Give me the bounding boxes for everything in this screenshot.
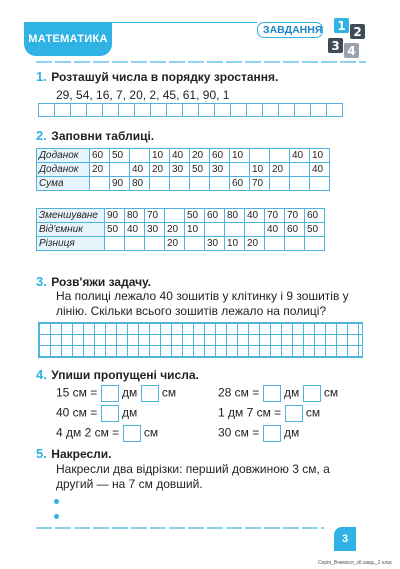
table-cell: 60 [305,209,325,223]
table-cell: 40 [290,149,310,163]
table-cell: 20 [190,149,210,163]
table-cell[interactable] [270,177,290,191]
table-cell: 70 [265,209,285,223]
table-cell: 50 [110,149,130,163]
task5-text: Накресли два відрізки: перший довжиною 3 см, а другий — на 7 см довший. [56,462,330,491]
table-cell[interactable] [170,177,190,191]
table-cell[interactable] [230,163,250,177]
table-cell: 60 [285,223,305,237]
task4-number: 4. [36,367,47,382]
footnote: Серія_Вчимося_зб.завд._2 клас [318,560,393,566]
task1-number: 1. [36,69,47,84]
table-cell: 30 [170,163,190,177]
task1-answer-grid[interactable] [38,103,343,117]
table-row [37,149,330,163]
table-cell[interactable] [165,209,185,223]
table-cell: 90 [105,209,125,223]
conversion-prefix: 28 см = [218,385,260,400]
answer-box[interactable] [123,425,141,442]
header-stripe [36,61,366,63]
answer-box[interactable] [263,425,281,442]
table-cell: 10 [310,149,330,163]
table-cell: 60 [205,209,225,223]
table-cell[interactable] [225,223,245,237]
conversion-row [218,385,338,402]
task2-title: Заповни таблиці. [51,129,155,143]
unit-label: дм [121,405,138,420]
table-cell: 70 [285,209,305,223]
conversion-prefix: 1 дм 7 см = [218,405,282,420]
table-cell: 70 [250,177,270,191]
unit-label: см [143,425,159,440]
table-cell: 40 [310,163,330,177]
page-number: 3 [334,527,356,551]
unit-label: см [161,385,177,400]
table-cell[interactable] [290,177,310,191]
table-cell[interactable] [125,237,145,251]
table-cell[interactable] [245,223,265,237]
answer-box[interactable] [101,385,119,402]
table-cell: 20 [165,223,185,237]
unit-label: дм [283,425,300,440]
task3-answer-grid[interactable] [38,322,363,358]
table-cell: 20 [245,237,265,251]
task2-number: 2. [36,128,47,143]
table-cell: 80 [130,177,150,191]
table-cell[interactable] [270,149,290,163]
row-label: Зменшуване [37,209,105,223]
task1-numbers: 29, 54, 16, 7, 20, 2, 45, 61, 90, 1 [56,88,230,102]
answer-box[interactable] [303,385,321,402]
unit-label: дм [283,385,300,400]
table-cell: 80 [225,209,245,223]
table-cell: 20 [90,163,110,177]
footer-stripe [36,527,324,529]
task5-title: Накресли. [51,447,112,461]
table-cell: 60 [90,149,110,163]
task3-title: Розв'яжи задачу. [51,275,151,289]
task5-heading [36,445,112,463]
conversion-row [56,385,176,402]
table-cell: 50 [185,209,205,223]
tasks-label: ЗАВДАННЯ [257,22,323,38]
conversion-prefix: 15 см = [56,385,98,400]
table-cell: 10 [185,223,205,237]
answer-box[interactable] [285,405,303,422]
table-cell[interactable] [310,177,330,191]
table-cell: 90 [110,177,130,191]
table-cell[interactable] [210,177,230,191]
table-row [37,223,325,237]
table-cell[interactable] [265,237,285,251]
table-cell: 60 [230,177,250,191]
answer-box[interactable] [141,385,159,402]
row-label: Від'ємник [37,223,105,237]
cube-icon-2: 2 [350,24,365,39]
row-label: Доданок [37,163,90,177]
row-label: Різниця [37,237,105,251]
conversion-prefix: 40 см = [56,405,98,420]
conversion-row [218,405,320,422]
conversion-row [56,425,158,442]
table-cell[interactable] [205,223,225,237]
table-cell[interactable] [90,177,110,191]
row-label: Сума [37,177,90,191]
table-cell[interactable] [110,163,130,177]
table-cell: 10 [230,149,250,163]
table-cell[interactable] [150,177,170,191]
table-cell: 40 [170,149,190,163]
table-cell[interactable] [190,177,210,191]
table-cell[interactable] [305,237,325,251]
table-cell: 80 [125,209,145,223]
table-cell[interactable] [105,237,125,251]
point-marker [54,514,59,519]
table-cell: 70 [145,209,165,223]
table-cell: 30 [205,237,225,251]
task2-heading [36,127,154,145]
task4-heading [36,366,199,384]
cube-icon-3: 3 [328,38,343,53]
table-cell: 50 [190,163,210,177]
cube-icon-4: 4 [344,43,359,58]
table-cell: 60 [210,149,230,163]
table-cell[interactable] [250,149,270,163]
table-cell: 50 [105,223,125,237]
answer-box[interactable] [263,385,281,402]
addition-table [36,148,330,191]
table-cell: 10 [150,149,170,163]
table-cell: 20 [270,163,290,177]
conversion-row [218,425,299,442]
unit-label: дм [121,385,138,400]
table-row [37,177,330,191]
unit-label: см [305,405,321,420]
task5-number: 5. [36,446,47,461]
table-cell: 40 [125,223,145,237]
row-label: Доданок [37,149,90,163]
conversion-prefix: 30 см = [218,425,260,440]
table-cell: 40 [265,223,285,237]
table-cell[interactable] [130,149,150,163]
table-cell[interactable] [185,237,205,251]
task1-heading [36,68,278,86]
table-cell: 50 [305,223,325,237]
table-cell: 20 [165,237,185,251]
task3-text: На полиці лежало 40 зошитів у клітинку і 9 зошитів у лінію. Скільки всього зошитів лежало на полиці? [56,289,349,318]
table-cell[interactable] [145,237,165,251]
point-marker [54,499,59,504]
header-line [112,22,257,23]
table-cell[interactable] [285,237,305,251]
task4-title: Упиши пропущені числа. [51,368,199,382]
conversion-prefix: 4 дм 2 см = [56,425,120,440]
subtraction-table [36,208,325,251]
task1-title: Розташуй числа в порядку зростання. [51,70,279,84]
table-row [37,209,325,223]
task3-number: 3. [36,274,47,289]
cube-icon-1: 1 [334,18,349,33]
table-row [37,237,325,251]
table-cell: 10 [250,163,270,177]
table-cell: 40 [130,163,150,177]
conversion-row [56,405,137,422]
subject-tab: МАТЕМАТИКА [24,22,112,56]
table-cell: 20 [150,163,170,177]
unit-label: см [323,385,339,400]
table-cell[interactable] [290,163,310,177]
table-row [37,163,330,177]
table-cell: 10 [225,237,245,251]
answer-box[interactable] [101,405,119,422]
table-cell: 30 [145,223,165,237]
table-cell: 30 [210,163,230,177]
table-cell: 40 [245,209,265,223]
